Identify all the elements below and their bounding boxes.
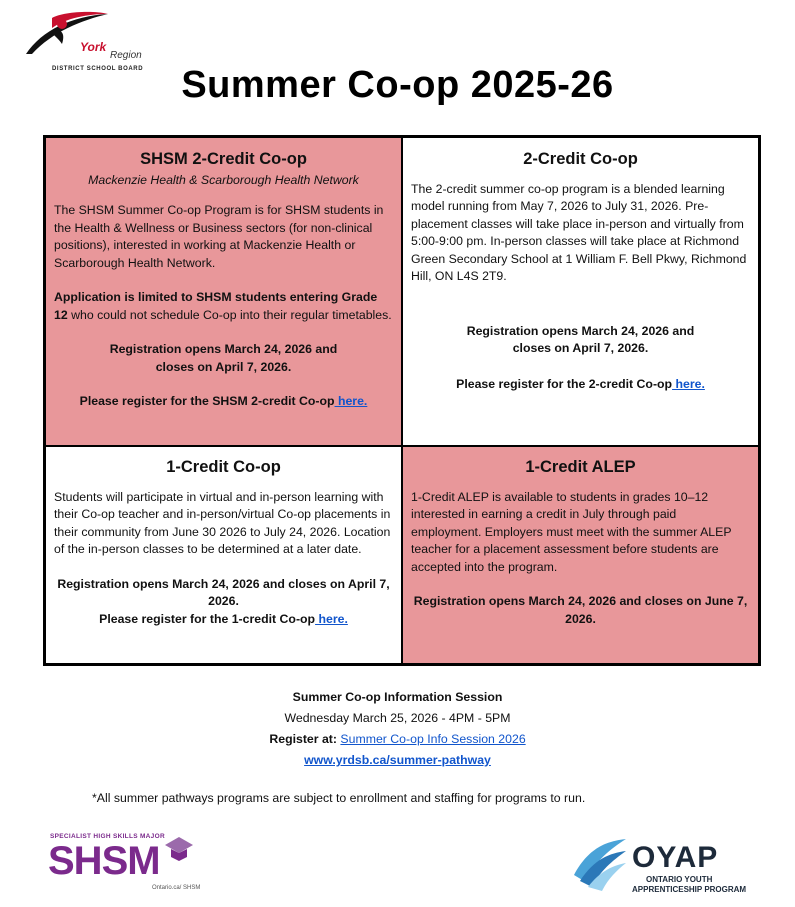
alep-body: 1-Credit ALEP is available to students in grades 10–12 interested in earning a credit in July through paid employment. Employers must meet with the summer ALEP teacher for a placement assessment before students are accepted into the program. [411, 489, 732, 574]
shsm-body: The SHSM Summer Co-op Program is for SHSM students in the Health & Wellness or Business sectors (for non-clinical positions), interested in working at Mackenzie Health or Scarborough Health Network. [54, 203, 384, 270]
york-region-logo [22, 10, 142, 70]
one-credit-body: Students will participate in virtual and in-person learning with their Co-op teacher and in-person/virtual Co-op placements in their community from June 30 2026 to July 24, 2026. Location of the in-person classes to be determined at a later date. [54, 489, 391, 556]
info-datetime: Wednesday March 25, 2026 - 4PM - 5PM [284, 711, 511, 725]
info-website-line [0, 750, 795, 771]
one-credit-here-link[interactable]: here. [315, 611, 348, 626]
shsm-registration: Registration opens March 24, 2026 and closes on April 7, 2026. [109, 342, 338, 374]
shsm-register-line [54, 393, 393, 411]
shsm-here-link[interactable]: here. [334, 394, 368, 408]
one-credit-heading: 1-Credit Co-op [166, 458, 281, 476]
one-credit-registration: Registration opens March 24, 2026 and closes on April 7, 2026. [57, 576, 390, 608]
oyap-logo-line2: APPRENTICESHIP PROGRAM [632, 885, 747, 894]
shsm-coop-cell [46, 138, 403, 447]
shsm-logo-sub-text: Ontario.ca/ SHSM [152, 885, 201, 891]
logo-region-text: Region [110, 50, 142, 61]
alep-heading: 1-Credit ALEP [525, 458, 636, 476]
shsm-register-text: Please register for the SHSM 2-credit Co-op [79, 394, 335, 408]
one-credit-register-text: Please register for the 1-credit Co-op [99, 611, 316, 626]
two-credit-coop-cell [403, 138, 758, 447]
one-credit-coop-cell [46, 447, 403, 663]
shsm-limit-rest: who could not schedule Co-op into their regular timetables. [67, 307, 392, 322]
two-credit-registration: Registration opens March 24, 2026 and closes on April 7, 2026. [466, 323, 695, 355]
footnote: *All summer pathways programs are subject to enrollment and staffing for programs to run. [92, 791, 586, 805]
shsm-logo [48, 833, 208, 893]
website-link[interactable]: www.yrdsb.ca/summer-pathway [304, 753, 491, 767]
logo-board-text: DISTRICT SCHOOL BOARD [52, 66, 144, 72]
shsm-logo-top-text: SPECIALIST HIGH SKILLS MAJOR [50, 833, 165, 840]
one-credit-register-line [54, 611, 393, 629]
oyap-logo-word: OYAP [632, 841, 719, 874]
page-title: Summer Co-op 2025-26 [181, 64, 614, 106]
info-register-label: Register at: [269, 732, 337, 746]
alep-cell [403, 447, 758, 663]
alep-registration: Registration opens March 24, 2026 and closes on June 7, 2026. [413, 594, 748, 626]
two-credit-heading: 2-Credit Co-op [523, 150, 638, 168]
program-grid [43, 135, 761, 666]
two-credit-register-line [411, 376, 750, 394]
oyap-logo-line1: ONTARIO YOUTH [646, 875, 713, 884]
shsm-limit [54, 289, 393, 324]
oyap-logo [570, 835, 760, 895]
info-heading: Summer Co-op Information Session [292, 690, 503, 704]
info-register-line [0, 729, 795, 750]
logo-york-text: York [80, 40, 107, 54]
shsm-subheading: Mackenzie Health & Scarborough Health Network [88, 172, 359, 187]
shsm-heading: SHSM 2-Credit Co-op [140, 150, 307, 168]
shsm-logo-word: SHSM [48, 839, 160, 883]
two-credit-body: The 2-credit summer co-op program is a blended learning model running from May 7, 2026 to July 31, 2026. Pre-placement classes will take place in-person and virtually from 5:00-9:00 pm. In-person classes will take place at Richmond Green Secondary School at 1 William F. Bell Pkwy, Richmond Hill, ON L4S 2T9. [411, 181, 747, 283]
two-credit-here-link[interactable]: here. [672, 376, 705, 391]
info-session-link[interactable]: Summer Co-op Info Session 2026 [340, 732, 526, 746]
info-session [0, 687, 795, 771]
shsm-cap-icon [163, 835, 195, 863]
two-credit-register-text: Please register for the 2-credit Co-op [456, 376, 673, 391]
shsm-limit-bold: Application is limited to SHSM students entering Grade 12 [54, 290, 378, 322]
oyap-wave-icon [570, 835, 630, 893]
